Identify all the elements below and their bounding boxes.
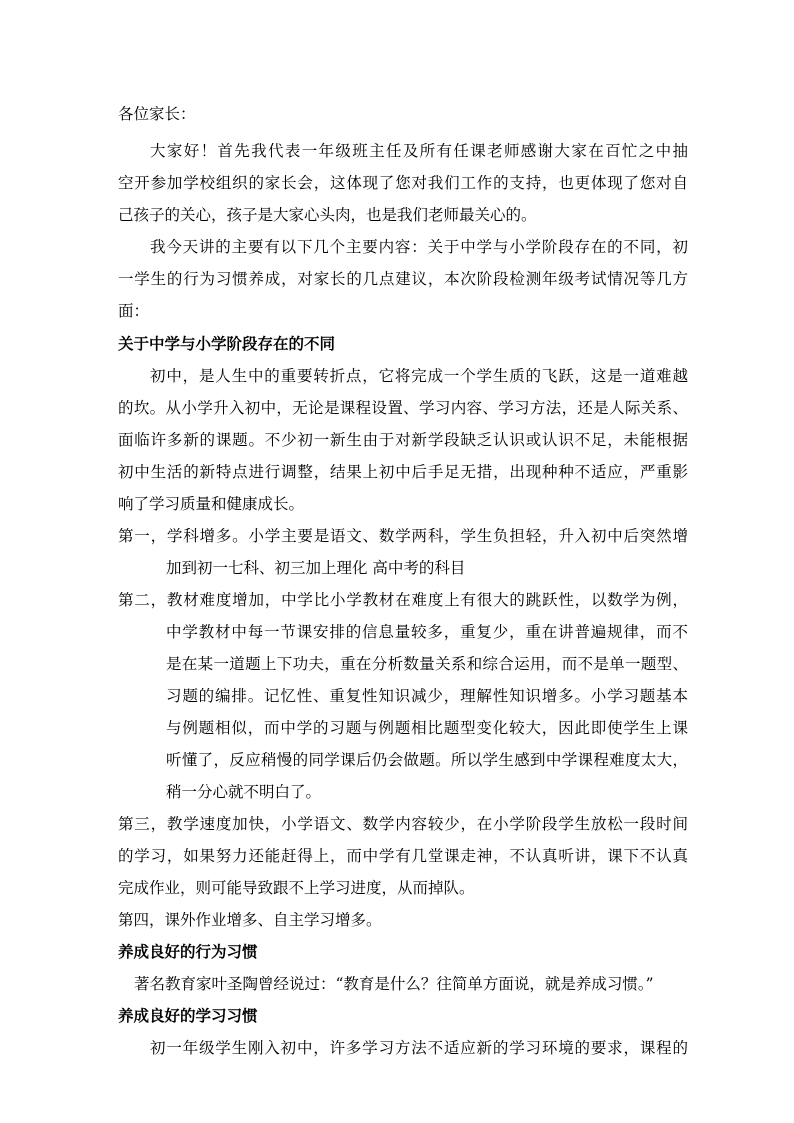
quote-line: 著名教育家叶圣陶曾经说过：“教育是什么？往简单方面说，就是养成习惯。” [134, 975, 654, 993]
paragraph-line: 一学生的行为习惯养成，对家长的几点建议，本次阶段检测年级考试情况等几方 [118, 270, 688, 288]
list-item-continuation: 稍一分心就不明白了。 [166, 783, 322, 801]
paragraph-line: 大家好！首先我代表一年级班主任及所有任课老师感谢大家在百忙之中抽 [150, 142, 688, 160]
paragraph-line: 面临许多新的课题。不少初一新生由于对新学段缺乏认识或认识不足，未能根据 [118, 431, 688, 449]
list-item-continuation: 加到初一七科、初三加上理化 高中考的科目 [166, 559, 466, 577]
list-item-third: 第三，教学速度加快，小学语文、数学内容较少，在小学阶段学生放松一段时间 [118, 815, 688, 833]
section-heading: 关于中学与小学阶段存在的不同 [118, 334, 336, 353]
section-heading: 养成良好的行为习惯 [118, 942, 258, 961]
paragraph-line: 的坎。从小学升入初中，无论是课程设置、学习内容、学习方法，还是人际关系、 [118, 399, 688, 417]
list-item-continuation: 听懂了，反应稍慢的同学课后仍会做题。所以学生感到中学课程难度太大， [166, 751, 688, 769]
list-item-continuation: 的学习，如果努力还能赶得上，而中学有几堂课走神，不认真听讲，课下不认真 [118, 847, 688, 865]
list-item-continuation: 中学教材中每一节课安排的信息量较多，重复少，重在讲普遍规律，而不 [166, 623, 688, 641]
section-heading: 养成良好的学习习惯 [118, 1006, 258, 1025]
list-item-continuation: 与例题相似，而中学的习题与例题相比题型变化较大，因此即使学生上课 [166, 719, 688, 737]
list-item-continuation: 是在某一道题上下功夫，重在分析数量关系和综合运用，而不是单一题型、 [166, 655, 688, 673]
paragraph-line: 空开参加学校组织的家长会，这体现了您对我们工作的支持，也更体现了您对自 [118, 174, 688, 192]
paragraph-line: 我今天讲的主要有以下几个主要内容：关于中学与小学阶段存在的不同，初 [150, 238, 688, 256]
paragraph-line: 初中，是人生中的重要转折点，它将完成一个学生质的飞跃，这是一道难越 [150, 367, 688, 385]
salutation: 各位家长： [118, 105, 196, 123]
paragraph-line: 面： [118, 302, 150, 320]
list-item-first: 第一，学科增多。小学主要是语文、数学两科，学生负担轻，升入初中后突然增 [118, 527, 688, 545]
list-item-continuation: 完成作业，则可能导致跟不上学习进度，从而掉队。 [118, 879, 475, 897]
paragraph-line: 初中生活的新特点进行调整，结果上初中后手足无措，出现种种不适应，严重影 [118, 463, 688, 481]
list-item-fourth: 第四，课外作业增多、自主学习增多。 [118, 911, 382, 929]
list-item-continuation: 习题的编排。记忆性、重复性知识减少，理解性知识增多。小学习题基本 [166, 687, 688, 705]
paragraph-line: 己孩子的关心，孩子是大家心头肉，也是我们老师最关心的。 [118, 206, 537, 224]
list-item-second: 第二，教材难度增加，中学比小学教材在难度上有很大的跳跃性，以数学为例， [118, 591, 688, 609]
paragraph-line: 初一年级学生刚入初中，许多学习方法不适应新的学习环境的要求，课程的 [150, 1039, 688, 1057]
paragraph-line: 响了学习质量和健康成长。 [118, 495, 305, 513]
